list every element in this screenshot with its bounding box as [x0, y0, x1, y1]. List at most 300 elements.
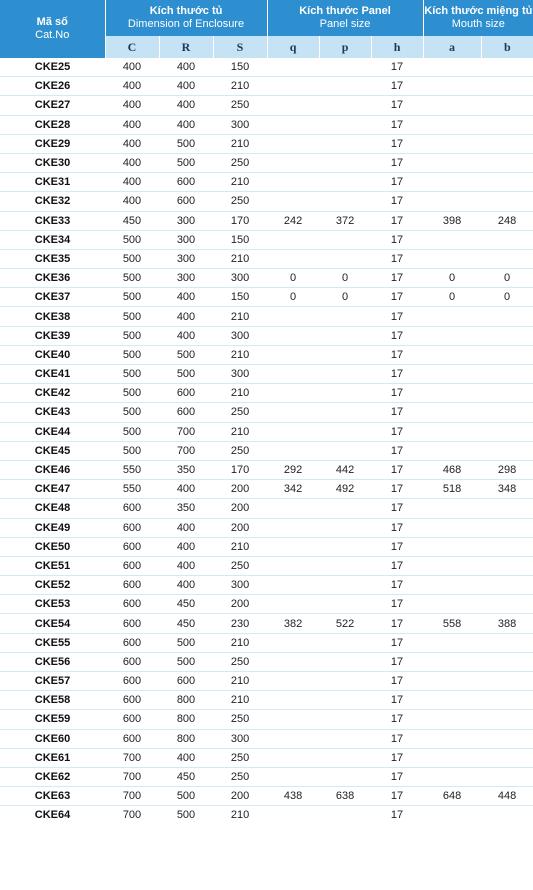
table-row — [0, 326, 533, 345]
cell-a — [423, 192, 481, 211]
cell-cat-no: CKE39 — [0, 326, 105, 345]
cell-r: 500 — [159, 633, 213, 652]
cell-c: 600 — [105, 672, 159, 691]
cell-c: 600 — [105, 595, 159, 614]
cell-a: 468 — [423, 460, 481, 479]
cell-p — [319, 384, 371, 403]
cell-p: 492 — [319, 480, 371, 499]
cell-b — [481, 77, 533, 96]
cell-h: 17 — [371, 115, 423, 134]
cell-a — [423, 134, 481, 153]
cell-h: 17 — [371, 134, 423, 153]
cell-h: 17 — [371, 710, 423, 729]
cell-cat-no: CKE33 — [0, 211, 105, 230]
cell-cat-no: CKE56 — [0, 652, 105, 671]
cell-r: 450 — [159, 767, 213, 786]
header-group-row — [0, 0, 533, 36]
cell-r: 300 — [159, 230, 213, 249]
cell-h: 17 — [371, 173, 423, 192]
cell-c: 600 — [105, 537, 159, 556]
cell-s: 200 — [213, 787, 267, 806]
cell-a — [423, 326, 481, 345]
header-cat-vi: Mã số — [36, 16, 68, 28]
cell-cat-no: CKE32 — [0, 192, 105, 211]
cell-b — [481, 249, 533, 268]
cell-q — [267, 96, 319, 115]
cell-p — [319, 307, 371, 326]
table-row — [0, 441, 533, 460]
cell-q — [267, 499, 319, 518]
cell-b: 348 — [481, 480, 533, 499]
table-row — [0, 460, 533, 479]
cell-b — [481, 652, 533, 671]
cell-c: 500 — [105, 441, 159, 460]
cell-h: 17 — [371, 58, 423, 77]
cell-r: 700 — [159, 441, 213, 460]
cell-q — [267, 384, 319, 403]
cell-b — [481, 230, 533, 249]
cell-r: 500 — [159, 787, 213, 806]
cell-b — [481, 115, 533, 134]
cell-a — [423, 806, 481, 825]
cell-r: 400 — [159, 576, 213, 595]
header-panel-en: Panel size — [319, 18, 371, 30]
cell-a — [423, 576, 481, 595]
cell-a — [423, 441, 481, 460]
cell-h: 17 — [371, 556, 423, 575]
cell-b: 0 — [481, 269, 533, 288]
cell-p — [319, 576, 371, 595]
cell-p: 638 — [319, 787, 371, 806]
cell-r: 500 — [159, 652, 213, 671]
cell-r: 800 — [159, 710, 213, 729]
cell-c: 400 — [105, 173, 159, 192]
table-row — [0, 115, 533, 134]
cell-b — [481, 345, 533, 364]
cell-c: 700 — [105, 767, 159, 786]
header-enclosure — [105, 0, 267, 36]
cell-r: 600 — [159, 403, 213, 422]
cell-r: 400 — [159, 77, 213, 96]
cell-h: 17 — [371, 230, 423, 249]
cell-a: 518 — [423, 480, 481, 499]
cell-h: 17 — [371, 365, 423, 384]
cell-c: 600 — [105, 729, 159, 748]
cell-h: 17 — [371, 729, 423, 748]
cell-h: 17 — [371, 77, 423, 96]
col-header-a: a — [423, 36, 481, 58]
cell-c: 500 — [105, 307, 159, 326]
cell-c: 400 — [105, 115, 159, 134]
cell-cat-no: CKE37 — [0, 288, 105, 307]
cell-s: 300 — [213, 115, 267, 134]
cell-s: 210 — [213, 77, 267, 96]
table-row — [0, 307, 533, 326]
cell-h: 17 — [371, 595, 423, 614]
cell-b — [481, 384, 533, 403]
cell-q — [267, 518, 319, 537]
cell-q — [267, 729, 319, 748]
cell-b — [481, 441, 533, 460]
cell-r: 450 — [159, 614, 213, 633]
cell-h: 17 — [371, 748, 423, 767]
table-row — [0, 249, 533, 268]
cell-b — [481, 710, 533, 729]
cell-q — [267, 345, 319, 364]
cell-p — [319, 729, 371, 748]
cell-c: 400 — [105, 192, 159, 211]
cell-r: 400 — [159, 537, 213, 556]
cell-c: 500 — [105, 345, 159, 364]
cell-q — [267, 595, 319, 614]
cell-h: 17 — [371, 345, 423, 364]
cell-b — [481, 729, 533, 748]
cell-c: 400 — [105, 77, 159, 96]
cell-a — [423, 58, 481, 77]
cell-p: 0 — [319, 269, 371, 288]
table-row — [0, 652, 533, 671]
cell-s: 250 — [213, 153, 267, 172]
cell-b — [481, 691, 533, 710]
cell-r: 500 — [159, 365, 213, 384]
cell-cat-no: CKE40 — [0, 345, 105, 364]
cell-a — [423, 729, 481, 748]
table-row — [0, 384, 533, 403]
cell-h: 17 — [371, 422, 423, 441]
cell-h: 17 — [371, 576, 423, 595]
table-row — [0, 230, 533, 249]
cell-cat-no: CKE52 — [0, 576, 105, 595]
cell-p — [319, 748, 371, 767]
cell-s: 210 — [213, 672, 267, 691]
cell-h: 17 — [371, 537, 423, 556]
cell-c: 500 — [105, 230, 159, 249]
cell-p — [319, 173, 371, 192]
cell-b — [481, 748, 533, 767]
cell-a — [423, 249, 481, 268]
cell-q: 438 — [267, 787, 319, 806]
cell-cat-no: CKE36 — [0, 269, 105, 288]
cell-a — [423, 595, 481, 614]
cell-c: 600 — [105, 499, 159, 518]
cell-p: 372 — [319, 211, 371, 230]
cell-q — [267, 633, 319, 652]
cell-b: 388 — [481, 614, 533, 633]
cell-s: 300 — [213, 576, 267, 595]
cell-h: 17 — [371, 269, 423, 288]
cell-b — [481, 767, 533, 786]
cell-q — [267, 307, 319, 326]
cell-s: 210 — [213, 691, 267, 710]
col-header-b: b — [481, 36, 533, 58]
cell-c: 500 — [105, 365, 159, 384]
cell-s: 150 — [213, 58, 267, 77]
table-row — [0, 153, 533, 172]
cell-r: 350 — [159, 499, 213, 518]
cell-r: 600 — [159, 192, 213, 211]
cell-s: 250 — [213, 441, 267, 460]
cell-cat-no: CKE64 — [34, 809, 71, 822]
cell-cat-no: CKE28 — [0, 115, 105, 134]
cell-s: 210 — [213, 384, 267, 403]
cell-q — [267, 748, 319, 767]
cell-c: 500 — [105, 403, 159, 422]
cell-r: 400 — [159, 288, 213, 307]
cell-r: 300 — [159, 269, 213, 288]
cell-h: 17 — [371, 691, 423, 710]
cell-p: 442 — [319, 460, 371, 479]
header-panel-vi: Kích thước Panel — [299, 5, 391, 17]
table-row — [0, 729, 533, 748]
cell-h: 17 — [371, 518, 423, 537]
cell-c: 400 — [105, 134, 159, 153]
cell-cat-no: CKE50 — [0, 537, 105, 556]
cell-a — [423, 365, 481, 384]
cell-p — [319, 537, 371, 556]
cell-r: 400 — [159, 115, 213, 134]
cell-s: 210 — [213, 249, 267, 268]
cell-s: 170 — [213, 460, 267, 479]
cell-p — [319, 345, 371, 364]
cell-r: 500 — [159, 345, 213, 364]
table-row — [0, 345, 533, 364]
table-row — [0, 77, 533, 96]
table-row — [0, 595, 533, 614]
cell-a — [423, 77, 481, 96]
cell-s: 210 — [213, 307, 267, 326]
cell-c: 600 — [105, 691, 159, 710]
cell-b: 298 — [481, 460, 533, 479]
cell-q — [267, 441, 319, 460]
cell-q — [267, 691, 319, 710]
cell-a — [423, 173, 481, 192]
cell-cat-no: CKE43 — [0, 403, 105, 422]
cell-q — [267, 153, 319, 172]
table-row — [0, 710, 533, 729]
table-row — [0, 672, 533, 691]
cell-s: 210 — [213, 134, 267, 153]
cell-c: 400 — [105, 96, 159, 115]
cell-q — [267, 192, 319, 211]
header-enclosure-vi: Kích thước tủ — [149, 5, 223, 17]
col-header-q: q — [267, 36, 319, 58]
cell-s: 230 — [213, 614, 267, 633]
cell-q — [267, 115, 319, 134]
cell-a: 0 — [423, 288, 481, 307]
cell-a — [423, 633, 481, 652]
cell-c: 700 — [105, 787, 159, 806]
cell-c: 500 — [105, 288, 159, 307]
cell-p — [319, 691, 371, 710]
cell-r: 500 — [159, 153, 213, 172]
cell-c: 700 — [122, 809, 142, 822]
cell-b — [481, 633, 533, 652]
cell-r: 500 — [159, 134, 213, 153]
cell-a — [423, 307, 481, 326]
cell-q — [267, 672, 319, 691]
cell-q — [267, 767, 319, 786]
cell-p — [319, 230, 371, 249]
cell-cat-no: CKE26 — [0, 77, 105, 96]
cell-b — [481, 499, 533, 518]
cell-a — [423, 96, 481, 115]
table-row — [0, 480, 533, 499]
table-header — [0, 0, 533, 58]
cell-r: 400 — [159, 326, 213, 345]
cell-b — [481, 556, 533, 575]
cell-s: 300 — [213, 365, 267, 384]
table-row — [0, 633, 533, 652]
cell-b: 448 — [481, 787, 533, 806]
cell-cat-no: CKE48 — [0, 499, 105, 518]
table-row — [0, 576, 533, 595]
cell-q: 0 — [267, 288, 319, 307]
cell-p — [319, 58, 371, 77]
cell-cat-no: CKE30 — [0, 153, 105, 172]
cell-h: 17 — [371, 307, 423, 326]
cell-p: 0 — [319, 288, 371, 307]
cell-b — [481, 326, 533, 345]
cell-b — [481, 806, 533, 825]
cell-b — [481, 403, 533, 422]
cell-q: 292 — [267, 460, 319, 479]
table-row — [0, 556, 533, 575]
cell-s: 210 — [213, 173, 267, 192]
cell-r: 300 — [159, 249, 213, 268]
cell-q — [267, 249, 319, 268]
cell-s: 250 — [213, 652, 267, 671]
cell-cat-no: CKE61 — [0, 748, 105, 767]
cell-s: 300 — [213, 729, 267, 748]
cell-p: 522 — [319, 614, 371, 633]
cell-cat-no: CKE44 — [0, 422, 105, 441]
cell-b — [481, 537, 533, 556]
cell-h: 17 — [371, 499, 423, 518]
cell-p — [319, 499, 371, 518]
header-cat-en: Cat.No — [35, 29, 70, 41]
cell-q: 242 — [267, 211, 319, 230]
cell-a — [423, 767, 481, 786]
cell-cat-no: CKE41 — [0, 365, 105, 384]
table-row — [0, 767, 533, 786]
cell-h: 17 — [371, 652, 423, 671]
cell-p — [319, 652, 371, 671]
cell-a — [423, 691, 481, 710]
cell-r: 400 — [159, 518, 213, 537]
cell-a — [423, 153, 481, 172]
cell-p — [319, 767, 371, 786]
cell-c: 400 — [105, 58, 159, 77]
cell-a: 398 — [423, 211, 481, 230]
cell-r: 300 — [159, 211, 213, 230]
cell-s: 200 — [213, 499, 267, 518]
cell-a: 558 — [423, 614, 481, 633]
cell-p — [319, 806, 371, 825]
cell-b — [481, 422, 533, 441]
cell-h: 17 — [371, 192, 423, 211]
cell-q — [267, 326, 319, 345]
cell-h: 17 — [371, 249, 423, 268]
table-row — [0, 518, 533, 537]
header-mouth — [423, 0, 533, 36]
col-header-s: S — [213, 36, 267, 58]
cell-cat-no: CKE57 — [0, 672, 105, 691]
cell-s: 250 — [213, 192, 267, 211]
cell-c: 450 — [105, 211, 159, 230]
cell-p — [319, 77, 371, 96]
cell-a — [423, 537, 481, 556]
cell-q: 342 — [267, 480, 319, 499]
cell-a — [423, 710, 481, 729]
cell-a: 648 — [423, 787, 481, 806]
header-mouth-en: Mouth size — [451, 18, 505, 30]
table-row — [0, 58, 533, 77]
cell-s: 300 — [213, 326, 267, 345]
cell-a — [423, 672, 481, 691]
cell-s: 200 — [213, 480, 267, 499]
cell-b — [481, 595, 533, 614]
cell-b — [481, 365, 533, 384]
cell-h: 17 — [371, 96, 423, 115]
cell-s: 170 — [213, 211, 267, 230]
cell-c: 600 — [105, 518, 159, 537]
cell-a — [423, 230, 481, 249]
cell-r: 400 — [159, 480, 213, 499]
cell-p — [319, 153, 371, 172]
col-header-p: p — [319, 36, 371, 58]
table-row — [0, 403, 533, 422]
cell-h: 17 — [371, 614, 423, 633]
cell-q: 382 — [267, 614, 319, 633]
cell-a — [423, 422, 481, 441]
cell-cat-no: CKE53 — [0, 595, 105, 614]
cell-b — [481, 518, 533, 537]
cell-s: 250 — [213, 403, 267, 422]
table-row — [0, 211, 533, 230]
cell-s: 210 — [213, 422, 267, 441]
cell-q — [267, 806, 319, 825]
cell-s: 250 — [213, 556, 267, 575]
cell-c: 600 — [105, 652, 159, 671]
cell-r: 400 — [159, 748, 213, 767]
cell-s: 150 — [213, 230, 267, 249]
cell-c: 700 — [105, 748, 159, 767]
cell-cat-no: CKE60 — [0, 729, 105, 748]
table-row — [0, 96, 533, 115]
table-row — [0, 134, 533, 153]
cell-c: 500 — [105, 384, 159, 403]
cell-s: 210 — [213, 345, 267, 364]
col-header-h: h — [371, 36, 423, 58]
cell-s: 200 — [213, 518, 267, 537]
cell-cat-no: CKE27 — [0, 96, 105, 115]
cell-q — [267, 652, 319, 671]
col-header-r: R — [159, 36, 213, 58]
table-row — [0, 614, 533, 633]
table-row — [0, 192, 533, 211]
cell-cat-no: CKE47 — [0, 480, 105, 499]
cell-q — [267, 576, 319, 595]
cell-p — [319, 326, 371, 345]
cell-q — [267, 230, 319, 249]
cell-c: 400 — [105, 153, 159, 172]
cell-c: 600 — [105, 556, 159, 575]
cell-c: 550 — [105, 460, 159, 479]
cell-r: 400 — [159, 307, 213, 326]
cell-b — [481, 134, 533, 153]
cell-p — [319, 96, 371, 115]
cell-cat-no: CKE34 — [0, 230, 105, 249]
